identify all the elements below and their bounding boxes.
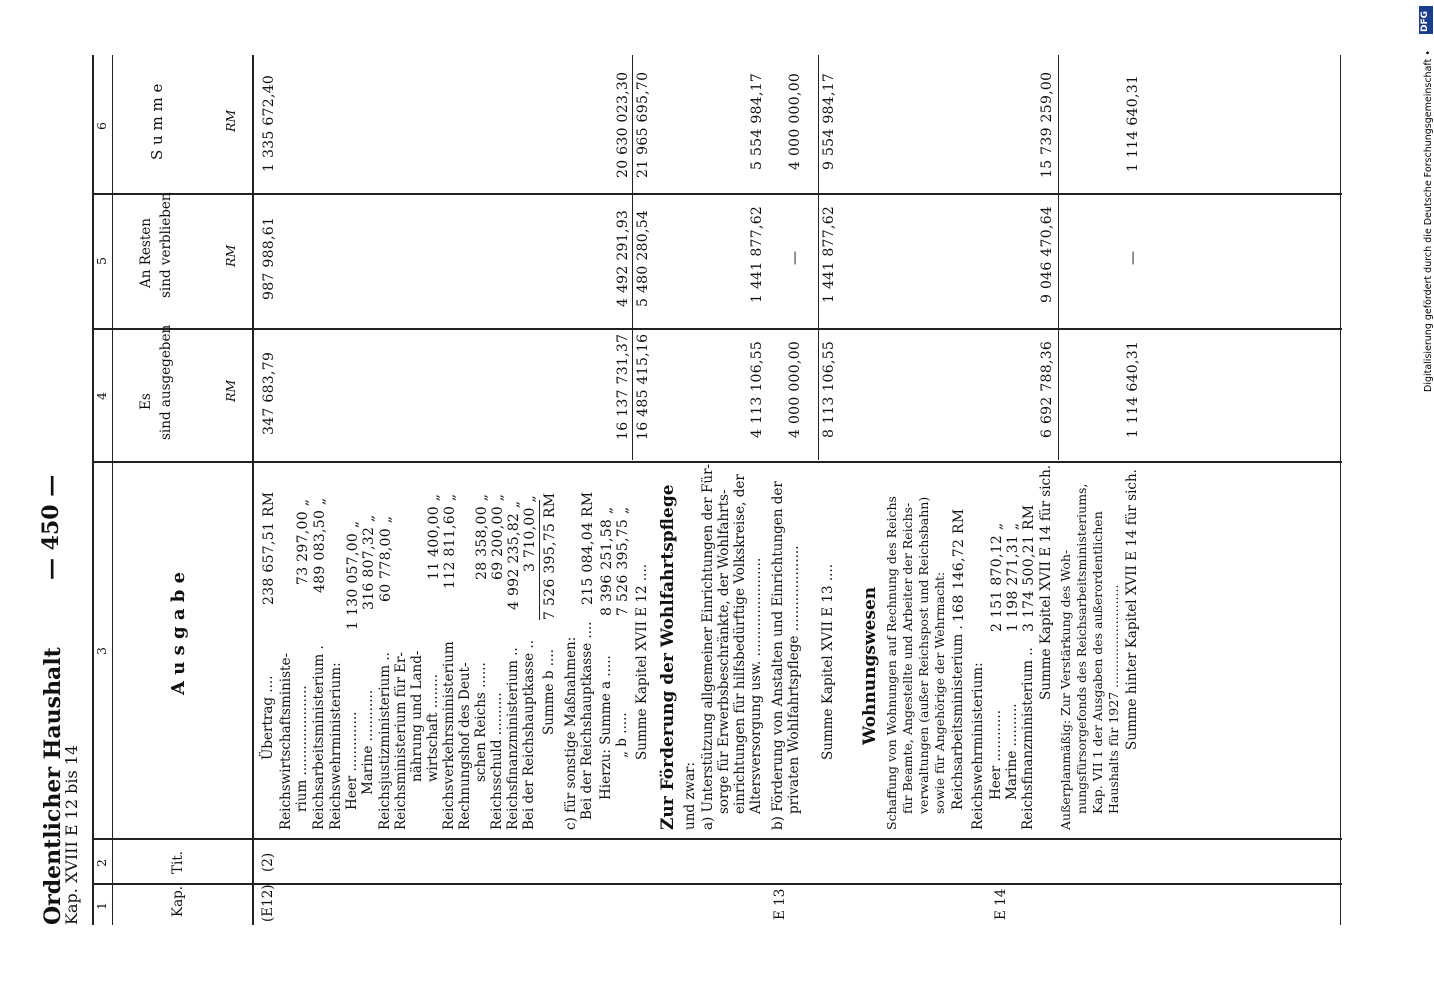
ausgabe-line: einrichtungen für hilfsbedürftige Volkskreise, der (732, 474, 748, 814)
header-col4-line2: sind ausgegeben (158, 324, 174, 440)
kap-label-e13: E 13 (772, 888, 788, 920)
ausgabe-line: Außerplanmäßig: Zur Verstärkung des Woh- (1058, 549, 1073, 830)
col6-value: 15 739 259,00 (1039, 71, 1055, 178)
ausgabe-line: Übertrag .... (260, 675, 276, 760)
ausgabe-line: sowie für Angehörige der Wehrmacht: (932, 571, 947, 814)
col5-value: — (787, 250, 803, 265)
ausgabe-amount: 69 200,00 „ (490, 493, 506, 580)
col5-value: 4 492 291,93 (615, 209, 631, 307)
dfg-logo: DFG (1419, 6, 1433, 34)
ausgabe-line: Reichsarbeitsministerium . (311, 645, 327, 830)
summe-hinter-e14-label: Summe hinter Kapitel XVII E 14 für sich. (1124, 469, 1140, 750)
col6-value: 1 114 640,31 (1125, 74, 1141, 172)
col6-value: 4 000 000,00 (787, 72, 803, 170)
col-divider-5 (92, 193, 1342, 195)
ausgabe-line: Reichsfinanzministerium .. (505, 647, 521, 830)
ausgabe-amount: 2 151 870,12 „ (989, 522, 1005, 632)
ausgabe-amount: 60 778,00 „ (378, 515, 394, 602)
ausgabe-line: für Beamte, Angestellte und Arbeiter der Reichs- (900, 502, 915, 814)
header-tit: Tit. (170, 850, 186, 874)
ausgabe-amount: 11 400,00 „ (426, 493, 442, 580)
ausgabe-line: Reichsjustizministerium .. (377, 652, 393, 830)
summe-e12-rule (632, 55, 633, 460)
ausgabe-line: Hierzu: Summe a ..... (598, 655, 614, 800)
ausgabe-line: Summe b .... (541, 649, 557, 735)
ausgabe-line: nährung und Land- (409, 650, 425, 782)
ausgabe-line: schen Reichs ...... (473, 662, 489, 782)
summe-b-rule (539, 500, 540, 620)
col-number-4: 4 (94, 392, 109, 400)
col5-value: — (1125, 250, 1141, 265)
col4-value: 4 113 106,55 (749, 340, 765, 438)
summe-e13-label: Summe Kapitel XVII E 13 .... (820, 563, 836, 760)
ausgabe-amount: 215 084,04 RM (580, 491, 596, 605)
ausgabe-line: Haushalts für 1927 .......................... (1106, 584, 1121, 814)
ausgabe-line: b) Förderung von Anstalten und Einrichtungen der (770, 481, 786, 830)
ausgabe-amount: 7 526 395,75 „ (615, 506, 631, 616)
ausgabe-line: c) für sonstige Maßnahmen: (563, 636, 579, 830)
digitization-credit: Digitalisierung gefördert durch die Deutsche Forschungsgemeinschaft • (1423, 50, 1434, 392)
col-number-5: 5 (94, 257, 109, 265)
col-divider-1 (92, 883, 1342, 885)
col-number-1: 1 (94, 902, 109, 910)
summe-e14-label: Summe Kapitel XVII E 14 für sich. (1038, 464, 1054, 700)
ausgabe-line: Bei der Reichshauptkasse .. (521, 639, 537, 830)
col6-value: 21 965 695,70 (635, 71, 651, 178)
header-summe: S u m m e (148, 83, 166, 160)
kap-label-e14: E 14 (993, 888, 1009, 920)
ausgabe-line: Reichsfinanzministerium .. (1020, 647, 1036, 830)
summe-b-amount: 7 526 395,75 RM (542, 492, 558, 620)
header-ausgabe: A u s g a b e (168, 571, 189, 695)
tit-label: (2) (260, 852, 276, 872)
ausgabe-amount: 28 358,00 „ (474, 493, 490, 580)
col-number-3: 3 (94, 647, 109, 655)
ausgabe-line: Heer .............. (344, 711, 360, 810)
ausgabe-line: wirtschaft ........ (425, 673, 441, 782)
ausgabe-line: Reichswehrministerium: (970, 662, 986, 830)
ausgabe-amount: 3 710,00 „ (522, 494, 538, 572)
ausgabe-line: rium ..................... (294, 685, 310, 812)
header-col5-line1: An Resten (138, 218, 154, 288)
summe-e12-label: Summe Kapitel XVII E 12 .... (634, 563, 650, 760)
ausgabe-line: nungsfürsorgefonds des Reichsarbeitsministeriums, (1074, 483, 1089, 814)
col5-value: 1 441 877,62 (821, 205, 837, 303)
ausgabe-amount: 1 198 271,31 „ (1005, 522, 1021, 632)
col4-value: 347 683,79 (261, 351, 277, 435)
header-col4-line1: Es (138, 393, 154, 410)
section-heading-e13: Zur Förderung der Wohlfahrtspflege (658, 484, 678, 830)
colnum-rule (112, 55, 113, 925)
ausgabe-line: und zwar: (682, 761, 698, 830)
ausgabe-amount: 112 811,60 „ (442, 493, 458, 589)
ausgabe-line: privaten Wohlfahrtspflege .................... (786, 545, 802, 814)
ausgabe-amount: 489 083,50 „ (312, 497, 328, 593)
ausgabe-line: Schaffung von Wohnungen auf Rechnung des Reichs (884, 496, 899, 830)
col6-value: 20 630 023,30 (615, 71, 631, 178)
ausgabe-line: verwaltungen (außer Reichspost und Reichsbahn) (916, 496, 931, 814)
header-kap: Kap. (170, 885, 186, 917)
header-col6-unit: RM (223, 109, 238, 132)
ausgabe-amount: 238 657,51 RM (261, 491, 277, 605)
col6-value: 5 554 984,17 (749, 72, 765, 170)
ausgabe-line: Heer ............ (988, 710, 1004, 800)
col5-value: 987 988,61 (261, 216, 277, 300)
ausgabe-amount: 8 396 251,58 „ (599, 506, 615, 616)
col5-value: 1 441 877,62 (749, 205, 765, 303)
col5-value: 5 480 280,54 (635, 209, 651, 307)
ausgabe-line: Marine .......... (1004, 703, 1020, 800)
col-divider-2 (92, 838, 1342, 840)
header-col5-unit: RM (223, 244, 238, 267)
ausgabe-amount: 73 297,00 „ (295, 498, 311, 585)
ausgabe-line: Reichswehrministerium: (328, 662, 344, 830)
col4-value: 4 000 000,00 (787, 340, 803, 438)
ausgabe-line: Reichswirtschaftsministe- (278, 652, 294, 830)
section-heading-e14: Wohnungswesen (860, 586, 880, 745)
col4-value: 1 114 640,31 (1125, 340, 1141, 438)
col6-value: 1 335 672,40 (261, 74, 277, 172)
col-number-2: 2 (94, 859, 109, 867)
page-number: — 450 — (38, 474, 64, 580)
ausgabe-line: a) Unterstützung allgemeiner Einrichtungen der Für- (700, 463, 716, 830)
ausgabe-amount: 1 130 057,00 „ (345, 520, 361, 630)
ausgabe-line: Reichsschuld .......... (489, 692, 505, 830)
kap-label-e12: (E12) (260, 884, 276, 922)
ausgabe-line: Marine ............ (360, 689, 376, 795)
ausgabe-amount: 4 992 235,82 „ (506, 500, 522, 610)
header-col5-line2: sind verblieben (158, 192, 174, 298)
ausgabe-line: sorge für Erwerbsbeschränkte, der Wohlfahrts- (716, 489, 732, 814)
ausgabe-line: Altersversorgung usw. ....................... (748, 557, 764, 814)
page-title: Ordentlicher Haushalt (40, 647, 66, 925)
col-number-6: 6 (94, 122, 109, 130)
ausgabe-line: Reichsverkehrsministerium (441, 641, 457, 830)
ausgabe-line: Kap. VII 1 der Ausgaben des außerordentlichen (1090, 511, 1105, 814)
page-subtitle: Kap. XVIII E 12 bis 14 (62, 744, 81, 925)
col4-value: 6 692 788,36 (1039, 340, 1055, 438)
header-col4-unit: RM (223, 379, 238, 402)
ausgabe-amount: 168 146,72 RM (951, 508, 967, 622)
ausgabe-line: „ b ..... (614, 712, 630, 758)
col-divider-4 (92, 328, 1342, 330)
ausgabe-line: Bei der Reichshauptkasse .... (579, 621, 595, 820)
col4-value: 16 137 731,37 (615, 333, 631, 440)
summe-e13-rule (818, 55, 819, 460)
col6-value: 9 554 984,17 (821, 72, 837, 170)
table-bottom-rule (1340, 55, 1341, 925)
col4-value: 8 113 106,55 (821, 340, 837, 438)
ausgabe-amount: 3 174 500,21 RM (1021, 504, 1037, 632)
ausgabe-line: Reichsministerium für Er- (393, 652, 409, 830)
table-top-rule (92, 55, 94, 925)
summe-e14-rule (1058, 55, 1059, 460)
ausgabe-line: Reichsarbeitsministerium . (950, 625, 966, 810)
header-bottom-rule (252, 55, 254, 925)
ausgabe-line: Rechnungshof des Deut- (457, 662, 473, 830)
ausgabe-amount: 316 807,32 „ (361, 514, 377, 610)
col4-value: 16 485 415,16 (635, 333, 651, 440)
col-divider-3 (92, 461, 1342, 463)
col5-value: 9 046 470,64 (1039, 205, 1055, 303)
